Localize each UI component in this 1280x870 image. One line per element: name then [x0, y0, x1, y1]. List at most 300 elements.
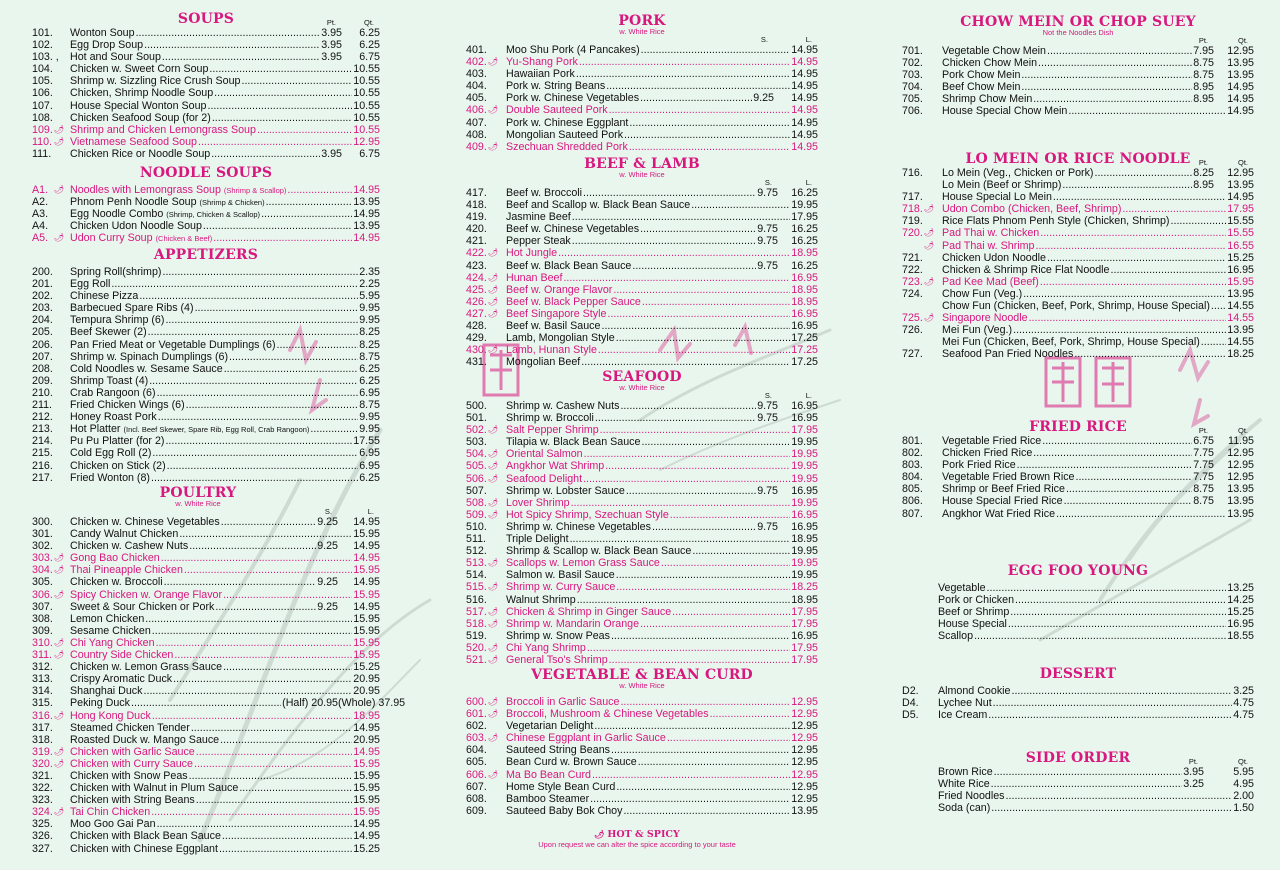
menu-item: [32, 710, 380, 722]
item-name: Chicken Rice or Noodle Soup: [70, 147, 211, 160]
menu-item: [32, 266, 380, 278]
dot-leader: [222, 830, 352, 842]
menu-item: [32, 290, 380, 302]
item-price: 8.25: [359, 338, 380, 351]
chili-pepper-icon: 🌶: [488, 642, 499, 652]
item-price-large: 6.75: [359, 147, 380, 160]
menu-item: [32, 782, 380, 794]
dot-leader: [626, 485, 756, 497]
item-price: 15.95: [353, 806, 380, 819]
menu-item: [466, 654, 818, 666]
item-price: 15.95: [1227, 275, 1254, 288]
item-price-large: 14.95: [1227, 93, 1254, 106]
item-price-small: 9.25: [317, 516, 338, 528]
chili-pepper-icon: 🌶: [54, 565, 65, 575]
item-name: Hot Jungle: [506, 247, 558, 260]
dot-leader: [584, 448, 791, 460]
chili-pepper-icon: 🌶: [54, 650, 65, 660]
item-price: 15.95: [353, 564, 380, 577]
dot-leader: [611, 630, 790, 642]
item-price: 14.95: [791, 56, 818, 69]
item-number: 505.: [466, 460, 487, 473]
item-price: 16.95: [791, 508, 818, 521]
item-price: 13.95: [353, 220, 380, 233]
menu-item: [32, 472, 380, 484]
item-number: A2.: [32, 196, 49, 209]
item-price-large: 14.95: [1227, 81, 1254, 94]
chili-pepper-icon: 🌶: [54, 637, 65, 647]
item-name: Chicken with Snow Peas: [70, 769, 188, 782]
item-price: 18.95: [791, 247, 818, 260]
price-header-large: L.: [367, 507, 374, 516]
menu-item: [466, 756, 818, 768]
chili-pepper-icon: 🌶: [488, 558, 499, 568]
item-number: 319.: [32, 745, 53, 758]
dot-leader: [572, 235, 756, 247]
item-price: 13.95: [1227, 287, 1254, 300]
item-note: (Chicken & Beef): [155, 234, 213, 244]
dot-leader: [1053, 191, 1226, 203]
dot-leader: [152, 625, 352, 637]
item-number: 310.: [32, 636, 53, 649]
dot-leader: [165, 435, 352, 447]
item-price: 16.95: [791, 320, 818, 333]
dot-leader: [211, 148, 320, 160]
item-name: Pad Thai w. Shrimp: [942, 239, 1035, 252]
price-header-large: L.: [805, 35, 812, 44]
item-number: 803.: [902, 459, 923, 472]
dot-leader: [571, 497, 791, 509]
item-name: Chicken w. Lemon Grass Sauce: [70, 661, 223, 674]
item-number: 217.: [32, 471, 53, 484]
price-header-large: Qt.: [1237, 158, 1248, 167]
chili-pepper-icon: 🌶: [54, 807, 65, 817]
menu-item: [902, 69, 1254, 81]
item-price: 15.25: [353, 842, 380, 855]
section-soups: [32, 12, 380, 160]
item-number: 402.: [466, 56, 487, 69]
dot-leader: [224, 363, 359, 375]
item-price: 10.55: [353, 99, 380, 112]
item-name: Pork Chow Mein: [942, 69, 1021, 82]
item-price: 19.95: [791, 448, 818, 461]
menu-item: [32, 148, 380, 160]
dot-leader: [594, 720, 790, 732]
dot-leader: [1011, 685, 1232, 697]
item-price-small: 9.25: [317, 600, 338, 613]
dot-leader: [287, 184, 352, 196]
item-price-large: 13.95: [1227, 57, 1254, 70]
item-name: Chow Fun (Veg.): [942, 287, 1023, 300]
item-number: 109.: [32, 123, 53, 136]
item-number: 718.: [902, 203, 923, 216]
item-price: 17.55: [353, 435, 380, 448]
section-subtitle: w. White Rice: [175, 499, 221, 508]
dot-leader: [148, 326, 359, 338]
item-number: 521.: [466, 653, 487, 666]
item-name: Beef w. Orange Flavor: [506, 283, 613, 296]
menu-item: [902, 167, 1254, 179]
item-price-small: 9.75: [757, 412, 778, 425]
item-price: 10.55: [353, 87, 380, 100]
item-price-large: 11.95: [1228, 435, 1254, 447]
dot-leader: [640, 618, 790, 630]
dot-leader: [1062, 179, 1192, 191]
chili-pepper-icon: 🌶: [488, 473, 499, 483]
item-price: 15.95: [353, 624, 380, 637]
item-name: Fried Noodles: [938, 790, 1005, 803]
chili-pepper-icon: 🌶: [488, 606, 499, 616]
menu-item: [466, 569, 818, 581]
dot-leader: [151, 472, 358, 484]
item-name: Phnom Penh Noodle Soup: [70, 196, 197, 209]
dot-leader: [1042, 435, 1192, 447]
menu-item: [902, 81, 1254, 93]
dot-leader: [186, 399, 359, 411]
menu-item: [32, 564, 380, 576]
item-price: 19.95: [791, 472, 818, 485]
chili-pepper-icon: 🌶: [924, 240, 935, 250]
item-number: 721.: [902, 251, 923, 264]
section-subtitle: w. White Rice: [619, 170, 665, 179]
item-name: Sesame Chicken: [70, 624, 151, 637]
item-number: 207.: [32, 350, 53, 363]
item-name: Egg Noodle Combo: [70, 208, 164, 221]
item-price: 14.95: [791, 128, 818, 141]
item-price: 6.95: [359, 459, 380, 472]
menu-item: [466, 594, 818, 606]
menu-item: [902, 93, 1254, 105]
item-price: 17.25: [791, 356, 818, 369]
item-price-large: 14.95: [353, 600, 380, 613]
dot-leader: [609, 654, 791, 666]
dot-leader: [1064, 495, 1193, 507]
chili-pepper-icon: 🌶: [488, 141, 499, 151]
item-name: Chi Yang Chicken: [70, 636, 155, 649]
chili-pepper-icon: 🌶: [488, 105, 499, 115]
menu-item: [902, 240, 1254, 252]
item-price: 17.95: [791, 211, 818, 224]
item-name: Chicken Chow Mein: [942, 57, 1038, 70]
price-header-large: Qt.: [1237, 36, 1248, 45]
menu-item: [32, 363, 380, 375]
item-name: Shrimp & Scallop w. Black Bean Sauce: [506, 545, 692, 558]
item-number: 409.: [466, 140, 487, 153]
menu-item: [32, 184, 380, 196]
dot-leader: [184, 564, 352, 576]
item-number: 405.: [466, 92, 487, 105]
item-name: Chi Yang Shrimp: [506, 641, 586, 654]
item-number: 111.: [32, 147, 52, 160]
dot-leader: [638, 756, 791, 768]
menu-item: [902, 191, 1254, 203]
item-name: Ma Bo Bean Curd: [506, 768, 591, 781]
item-name: Udon Curry Soup: [70, 232, 153, 245]
item-name: Seafood Pan Fried Noodles: [942, 348, 1074, 361]
item-name: Pu Pu Platter (for 2): [70, 435, 165, 448]
item-price: 15.95: [353, 649, 380, 662]
dot-leader: [145, 613, 352, 625]
item-name: Beef w. Broccoli: [506, 187, 583, 199]
item-name: Angkhor Wat Fried Rice: [942, 507, 1056, 520]
dot-leader: [661, 557, 790, 569]
item-name: Chicken Udon Noodle Soup: [70, 220, 202, 233]
menu-item: [32, 375, 380, 387]
item-price: 16.95: [791, 307, 818, 320]
item-number: 306.: [32, 588, 53, 601]
dot-leader: [572, 211, 790, 223]
dot-leader: [1035, 240, 1226, 252]
menu-item: [466, 344, 818, 356]
item-price: 13.95: [1227, 324, 1254, 337]
item-price: 6.25: [359, 374, 380, 387]
item-name: Chicken w. Broccoli: [70, 576, 163, 589]
item-price: 6.95: [359, 447, 380, 460]
menu-item: [466, 187, 818, 199]
item-number: 215.: [32, 447, 53, 460]
dot-leader: [1008, 618, 1226, 630]
menu-item: [902, 697, 1254, 709]
dot-leader: [203, 220, 352, 232]
menu-items: [466, 44, 818, 153]
item-price: 12.95: [791, 732, 818, 745]
section-seafood: [466, 370, 818, 666]
menu-item: [902, 105, 1254, 117]
dot-leader: [164, 576, 317, 588]
item-price: 18.95: [791, 533, 818, 546]
section-title: SOUPS: [177, 11, 235, 27]
item-number: 516.: [466, 593, 487, 606]
item-price: 9.95: [359, 411, 380, 424]
price-column-headers: [466, 179, 818, 187]
item-number: 427.: [466, 307, 487, 320]
item-price-small: 7.95: [1193, 45, 1214, 57]
item-number: 426.: [466, 295, 487, 308]
chili-pepper-icon: 🌶: [488, 461, 499, 471]
section-noodle-soups: [32, 166, 380, 244]
menu-items: [902, 167, 1254, 361]
item-price: 12.95: [791, 756, 818, 769]
dot-leader: [1017, 459, 1193, 471]
dot-leader: [642, 296, 790, 308]
dot-leader: [1211, 300, 1226, 312]
item-price: 10.55: [353, 111, 380, 124]
item-number: 208.: [32, 362, 53, 375]
item-name: Chicken w. Sweet Corn Soup: [70, 63, 209, 76]
dot-leader: [710, 708, 791, 720]
menu-item: [902, 252, 1254, 264]
menu-item: [466, 56, 818, 68]
item-price: 18.55: [1227, 630, 1254, 643]
item-price: 17.95: [791, 641, 818, 654]
dot-leader: [136, 27, 321, 39]
item-number: 520.: [466, 641, 487, 654]
item-number: 722.: [902, 263, 923, 276]
item-name: Shrimp w. Spinach Dumplings (6): [70, 350, 229, 363]
item-price-large: 16.95: [791, 484, 818, 497]
item-number: 726.: [902, 324, 923, 337]
menu-item: [32, 220, 380, 232]
price-header-large: L.: [805, 178, 812, 187]
item-price: 14.95: [791, 44, 818, 56]
menu-item: [32, 528, 380, 540]
item-number: 419.: [466, 211, 487, 224]
item-price: 14.55: [1227, 336, 1254, 349]
item-price: 14.95: [353, 721, 380, 734]
item-price: 16.95: [1227, 618, 1254, 631]
dot-leader: [111, 278, 358, 290]
section-poultry: [32, 485, 406, 855]
menu-item: [466, 400, 818, 412]
menu-item: [466, 44, 818, 56]
item-number: 501.: [466, 412, 487, 425]
menu-item: [902, 483, 1254, 495]
section-egg-foo-young: [902, 564, 1254, 642]
section-appetizers: [32, 248, 380, 484]
hot-and-spicy-note: [466, 829, 808, 850]
dot-leader: [629, 117, 790, 129]
menu-item: [32, 637, 380, 649]
menu-item: [32, 758, 380, 770]
menu-item: [466, 448, 818, 460]
dot-leader: [1033, 93, 1192, 105]
item-name: Beef or Shrimp: [938, 606, 1010, 619]
menu-item: [466, 117, 818, 129]
item-number: 502.: [466, 424, 487, 437]
item-price: 2.00: [1233, 790, 1254, 803]
item-name: Shrimp Chow Mein: [942, 93, 1033, 106]
menu-item: [466, 769, 818, 781]
menu-item: [466, 332, 818, 344]
menu-items: [32, 184, 380, 244]
chili-pepper-icon: 🌶: [54, 589, 65, 599]
dot-leader: [173, 673, 352, 685]
item-number: 605.: [466, 756, 487, 769]
dot-leader: [1047, 45, 1192, 57]
menu-item: [466, 104, 818, 116]
dot-leader: [587, 642, 790, 654]
dot-leader: [131, 697, 281, 709]
menu-item: [32, 649, 380, 661]
menu-item: [32, 278, 380, 290]
item-price: 18.25: [791, 581, 818, 594]
item-number: 701.: [902, 45, 923, 57]
item-price: 14.55: [1227, 300, 1254, 313]
menu-items: [466, 187, 818, 368]
menu-item: [32, 63, 380, 75]
chili-pepper-icon: 🌶: [54, 746, 65, 756]
section-subtitle: Not the Noodles Dish: [1042, 28, 1114, 37]
price-header-large: Qt.: [1237, 426, 1248, 435]
dot-leader: [640, 92, 752, 104]
item-number: 314.: [32, 685, 53, 698]
price-column-headers: [902, 427, 1254, 435]
dot-leader: [161, 552, 353, 564]
dot-leader: [623, 805, 790, 817]
item-name: Scallop: [938, 630, 974, 643]
item-price-large: 6.75: [359, 51, 380, 64]
item-price-large: 13.95: [1227, 69, 1254, 82]
chili-pepper-icon: 🌶: [488, 654, 499, 664]
chili-pepper-icon: 🌶: [488, 248, 499, 258]
item-number: 305.: [32, 576, 53, 589]
menu-item: [902, 790, 1254, 802]
item-name: Lo Mein (Beef or Shrimp): [942, 179, 1062, 192]
item-name: Noodles with Lemongrass Soup: [70, 184, 221, 196]
item-price: 16.95: [1227, 263, 1254, 276]
item-name: Oriental Salmon: [506, 448, 583, 461]
section-subtitle: w. White Rice: [619, 383, 665, 392]
menu-item: [466, 80, 818, 92]
menu-items: [902, 766, 1254, 814]
dot-leader: [620, 696, 790, 708]
menu-item: [466, 424, 818, 436]
menu-item: [32, 351, 380, 363]
item-price-small: 7.75: [1193, 459, 1214, 472]
item-number: 308.: [32, 612, 53, 625]
item-number: 706.: [902, 105, 923, 118]
item-name: Chicken on Stick (2): [70, 459, 166, 472]
item-price-small: 9.75: [757, 223, 778, 236]
item-price: 13.95: [353, 196, 380, 209]
item-number: 609.: [466, 804, 487, 817]
menu-items: [902, 435, 1254, 520]
dot-leader: [152, 447, 358, 459]
item-number: 607.: [466, 780, 487, 793]
section-title: BEEF & LAMB: [584, 156, 700, 172]
item-name: Peking Duck: [70, 697, 130, 710]
dot-leader: [592, 769, 790, 781]
menu-item: [902, 495, 1254, 507]
item-number: 312.: [32, 661, 53, 674]
price-header-large: Qt.: [363, 18, 374, 27]
item-name: Cold Noodles w. Sesame Sauce: [70, 362, 223, 375]
section-title: CHOW MEIN OR CHOP SUEY: [960, 14, 1196, 30]
menu-item: [32, 722, 380, 734]
item-price: 12.95: [791, 768, 818, 781]
dot-leader: [1038, 57, 1192, 69]
price-column-headers: [902, 758, 1254, 766]
item-name: House Special: [938, 618, 1007, 631]
menu-item: [466, 436, 818, 448]
item-number: 716.: [902, 167, 923, 179]
item-price-small: 3.95: [321, 51, 342, 64]
item-number: 324.: [32, 806, 53, 819]
section-title: VEGETABLE & BEAN CURD: [531, 667, 753, 683]
menu-item: [466, 141, 818, 153]
item-number: 325.: [32, 818, 53, 831]
price-header-small: Pt.: [1198, 36, 1208, 45]
item-name: Shanghai Duck: [70, 685, 143, 698]
item-number: 508.: [466, 496, 487, 509]
chili-pepper-icon: 🌶: [54, 185, 65, 194]
item-name: Hot Spicy Shrimp, Szechuan Style: [506, 508, 669, 521]
dot-leader: [598, 344, 790, 356]
item-number: 406.: [466, 104, 487, 117]
dot-leader: [1171, 215, 1227, 227]
item-number: 212.: [32, 411, 53, 424]
dot-leader: [558, 247, 790, 259]
item-note: (Incl. Beef Skewer, Spare Rib, Egg Roll, Crab Rangoon): [123, 425, 310, 435]
chili-pepper-icon: 🌶: [488, 582, 499, 592]
price-header-small: S.: [324, 507, 332, 516]
item-name: Egg Roll: [70, 278, 111, 291]
menu-item: [32, 843, 380, 855]
item-price: 15.95: [353, 588, 380, 601]
chili-pepper-icon: 🌶: [594, 829, 605, 839]
menu-item: [902, 778, 1254, 790]
item-number: 602.: [466, 720, 487, 733]
